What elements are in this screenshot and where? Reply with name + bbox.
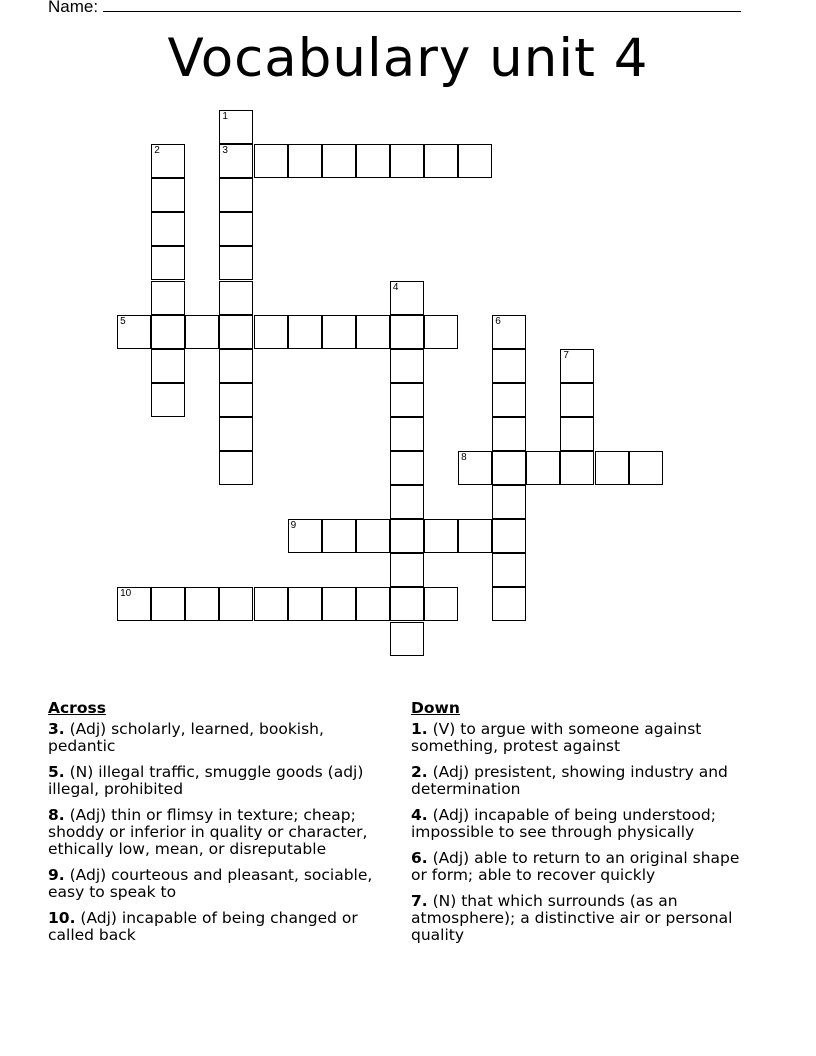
grid-cell[interactable] — [356, 519, 390, 553]
grid-cell[interactable] — [254, 315, 288, 349]
grid-cell[interactable] — [390, 315, 424, 349]
grid-cell[interactable] — [390, 485, 424, 519]
grid-cell[interactable] — [185, 587, 219, 621]
grid-cell[interactable] — [151, 587, 185, 621]
grid-cell[interactable] — [595, 451, 629, 485]
grid-cell[interactable] — [254, 587, 288, 621]
clue-number-label: 2 — [154, 145, 160, 157]
clue-number: 3. — [48, 720, 65, 738]
clue-number-label: 7 — [563, 349, 569, 361]
grid-cell[interactable] — [151, 212, 185, 246]
down-clues — [411, 700, 756, 953]
grid-cell[interactable] — [424, 587, 458, 621]
grid-cell[interactable] — [390, 553, 424, 587]
clue-number: 6. — [411, 849, 428, 867]
clue-number-label: 8 — [461, 452, 467, 463]
grid-cell[interactable] — [185, 315, 219, 349]
grid-cell[interactable] — [390, 587, 424, 621]
grid-cell[interactable] — [492, 417, 526, 451]
grid-cell[interactable] — [219, 315, 253, 349]
down-clue — [411, 850, 756, 884]
grid-cell[interactable] — [492, 553, 526, 587]
grid-cell[interactable] — [492, 587, 526, 621]
grid-cell[interactable] — [492, 383, 526, 417]
clue-number: 10. — [48, 909, 76, 927]
clue-number-label: 5 — [120, 315, 126, 327]
grid-cell[interactable] — [219, 110, 253, 144]
down-clue — [411, 764, 756, 798]
clue-number: 4. — [411, 806, 428, 824]
grid-cell[interactable] — [219, 587, 253, 621]
grid-cell[interactable] — [322, 315, 356, 349]
clue-number: 9. — [48, 866, 65, 884]
clue-text: (Adj) able to return to an original shape or form; able to recover quickly — [411, 849, 740, 884]
down-clue — [411, 893, 756, 944]
grid-cell[interactable] — [492, 519, 526, 553]
grid-cell[interactable] — [219, 281, 253, 315]
grid-cell[interactable] — [560, 349, 594, 383]
grid-cell[interactable] — [288, 519, 322, 553]
grid-cell[interactable] — [254, 144, 288, 178]
grid-cell[interactable] — [492, 485, 526, 519]
grid-cell[interactable] — [629, 451, 663, 485]
grid-cell[interactable] — [390, 451, 424, 485]
grid-cell[interactable] — [219, 383, 253, 417]
grid-cell[interactable] — [424, 144, 458, 178]
down-clue — [411, 721, 756, 755]
grid-cell[interactable] — [288, 144, 322, 178]
grid-cell[interactable] — [219, 451, 253, 485]
across-clue — [48, 807, 393, 858]
clue-number: 5. — [48, 763, 65, 781]
grid-cell[interactable] — [322, 587, 356, 621]
grid-cell[interactable] — [458, 451, 492, 485]
clue-text: (N) illegal traffic, smuggle goods (adj) illegal, prohibited — [48, 763, 364, 798]
clue-number-label: 4 — [392, 281, 399, 293]
grid-cell[interactable] — [151, 144, 185, 178]
grid-cell[interactable] — [151, 281, 185, 315]
grid-cell[interactable] — [424, 519, 458, 553]
grid-cell[interactable] — [492, 451, 526, 485]
clue-text: (Adj) presistent, showing industry and determination — [411, 763, 728, 798]
clue-number-label: 3 — [222, 145, 228, 157]
grid-cell[interactable] — [560, 451, 594, 485]
clue-number: 2. — [411, 763, 428, 781]
clue-text: (N) that which surrounds (as an atmosphere); a distinctive air or personal quality — [411, 892, 733, 944]
down-clue — [411, 807, 756, 841]
grid-cell[interactable] — [219, 212, 253, 246]
grid-cell[interactable] — [560, 383, 594, 417]
across-clue — [48, 867, 393, 901]
clue-text: (Adj) incapable of being understood; impossible to see through physically — [411, 806, 716, 841]
grid-cell[interactable] — [390, 281, 424, 315]
grid-cell[interactable] — [356, 587, 390, 621]
grid-cell[interactable] — [151, 178, 185, 212]
clue-number-label: 1 — [222, 111, 228, 122]
clue-number: 7. — [411, 892, 428, 910]
grid-cell[interactable] — [390, 144, 424, 178]
grid-cell[interactable] — [151, 383, 185, 417]
clue-number-label: 6 — [495, 315, 501, 327]
clue-number-label: 10 — [120, 588, 132, 600]
grid-cell[interactable] — [219, 417, 253, 451]
page-title: Vocabulary unit 4 — [167, 28, 649, 89]
clue-text: (Adj) incapable of being changed or called back — [48, 909, 358, 944]
clue-text: (Adj) thin or flimsy in texture; cheap; shoddy or inferior in quality or character, ethically low, mean, or disreputable — [48, 806, 368, 858]
grid-cell[interactable] — [390, 383, 424, 417]
across-clue — [48, 764, 393, 798]
clue-number: 8. — [48, 806, 65, 824]
grid-cell[interactable] — [219, 144, 253, 178]
grid-cell[interactable] — [492, 315, 526, 349]
grid-cell[interactable] — [151, 315, 185, 349]
grid-cell[interactable] — [526, 451, 560, 485]
grid-cell[interactable] — [390, 417, 424, 451]
clue-text: (V) to argue with someone against something, protest against — [411, 720, 702, 755]
grid-cell[interactable] — [356, 144, 390, 178]
grid-cell[interactable] — [288, 587, 322, 621]
grid-cell[interactable] — [458, 144, 492, 178]
grid-cell[interactable] — [492, 349, 526, 383]
grid-cell[interactable] — [424, 315, 458, 349]
grid-cell[interactable] — [356, 315, 390, 349]
clue-text: (Adj) courteous and pleasant, sociable, easy to speak to — [48, 866, 373, 901]
grid-cell[interactable] — [219, 178, 253, 212]
across-clue — [48, 721, 393, 755]
grid-cell[interactable] — [151, 246, 185, 280]
grid-cell[interactable] — [117, 587, 151, 621]
name-label: Name: — [48, 0, 99, 16]
grid-cell[interactable] — [151, 349, 185, 383]
grid-cell[interactable] — [322, 144, 356, 178]
clue-number-label: 9 — [290, 520, 297, 532]
grid-cell[interactable] — [219, 349, 253, 383]
grid-cell[interactable] — [288, 315, 322, 349]
clue-number: 1. — [411, 720, 428, 738]
grid-cell[interactable] — [117, 315, 151, 349]
grid-cell[interactable] — [390, 519, 424, 553]
grid-cell[interactable] — [458, 519, 492, 553]
grid-cell[interactable] — [219, 246, 253, 280]
grid-cell[interactable] — [322, 519, 356, 553]
grid-cell[interactable] — [560, 417, 594, 451]
across-heading: Across — [48, 699, 106, 717]
grid-cell[interactable] — [390, 622, 424, 656]
down-heading: Down — [411, 699, 460, 717]
across-clues — [48, 700, 393, 953]
clue-text: (Adj) scholarly, learned, bookish, pedantic — [48, 720, 324, 755]
grid-cell[interactable] — [390, 349, 424, 383]
across-clue — [48, 910, 393, 944]
